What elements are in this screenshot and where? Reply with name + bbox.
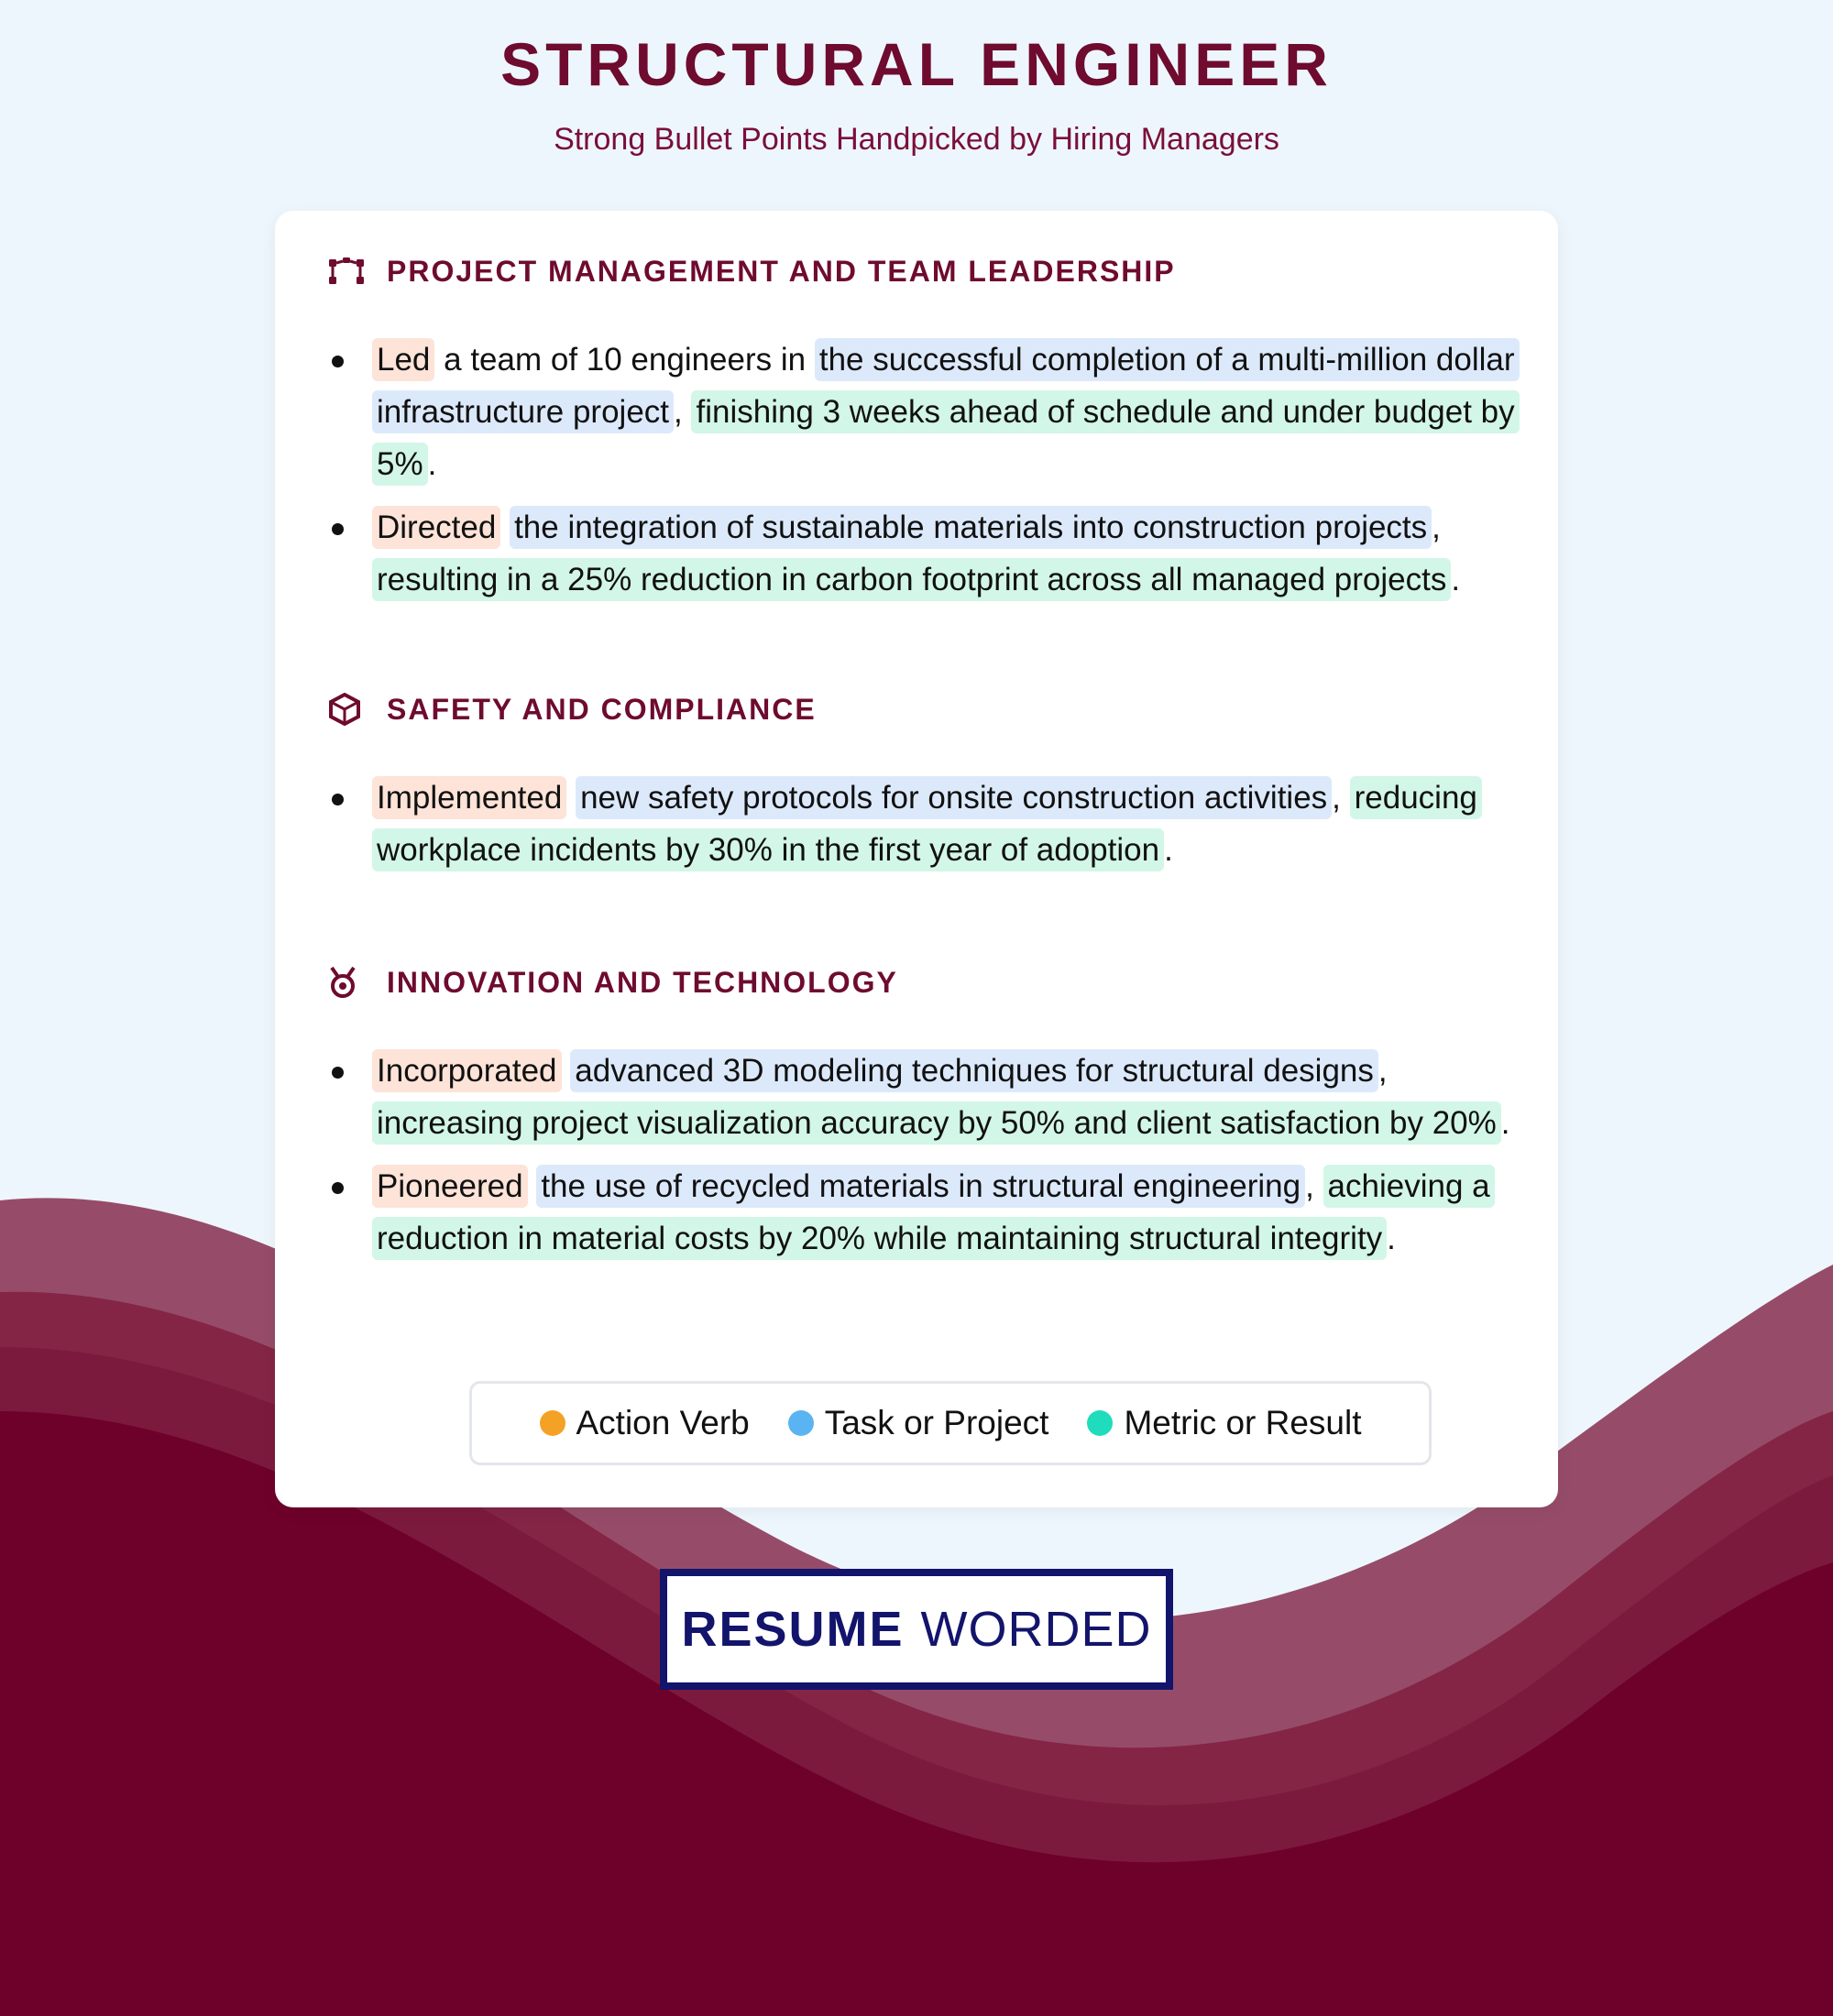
section-innovation-technology bbox=[328, 964, 1520, 1276]
legend-label: Task or Project bbox=[824, 1404, 1049, 1441]
action-verb: Incorporated bbox=[372, 1049, 562, 1092]
bullet-text bbox=[566, 780, 576, 816]
metric-or-result: resulting in a 25% reduction in carbon footprint across all managed projects bbox=[372, 558, 1451, 601]
section-header bbox=[328, 691, 1520, 728]
page-title: STRUCTURAL ENGINEER bbox=[500, 30, 1333, 98]
bullet-end: . bbox=[1387, 1221, 1396, 1256]
legend-item-metric-or-result bbox=[1087, 1404, 1361, 1442]
bullet-text: a team of 10 engineers in bbox=[434, 342, 815, 378]
legend-item-action-verb bbox=[540, 1404, 750, 1442]
list-item bbox=[328, 772, 1520, 876]
bullet-points-card bbox=[275, 211, 1558, 1507]
section-title: INNOVATION AND TECHNOLOGY bbox=[387, 965, 898, 999]
task-or-project: new safety protocols for onsite construction activities bbox=[576, 776, 1332, 819]
bullet-end: . bbox=[1500, 1105, 1510, 1141]
bullet-list bbox=[328, 772, 1520, 876]
legend-label: Metric or Result bbox=[1124, 1404, 1362, 1441]
section-title: PROJECT MANAGEMENT AND TEAM LEADERSHIP bbox=[387, 254, 1176, 288]
logo-bold-text: RESUME bbox=[681, 1602, 905, 1657]
separator: , bbox=[1432, 509, 1441, 545]
section-project-management bbox=[328, 253, 1520, 617]
action-verb: Led bbox=[372, 338, 434, 381]
medal-icon bbox=[328, 964, 368, 1001]
section-title: SAFETY AND COMPLIANCE bbox=[387, 692, 817, 726]
list-item bbox=[328, 1160, 1520, 1265]
section-header bbox=[328, 253, 1520, 290]
page-subtitle: Strong Bullet Points Handpicked by Hiring Managers bbox=[554, 122, 1279, 157]
resume-worded-logo[interactable] bbox=[660, 1569, 1173, 1690]
action-verb-dot-icon bbox=[540, 1410, 565, 1436]
action-verb: Pioneered bbox=[372, 1165, 528, 1208]
section-header bbox=[328, 964, 1520, 1001]
separator: , bbox=[1377, 1053, 1388, 1089]
metric-dot-icon bbox=[1087, 1410, 1113, 1436]
action-verb: Directed bbox=[372, 506, 500, 549]
bullet-list bbox=[328, 334, 1520, 606]
bullet-text bbox=[562, 1053, 571, 1089]
metric-or-result: reducing workplace incidents by 30% in the first year of adoption bbox=[372, 776, 1482, 871]
task-or-project: the integration of sustainable materials into construction projects bbox=[510, 506, 1432, 549]
project-network-icon bbox=[328, 253, 368, 290]
bullet-end: . bbox=[427, 446, 437, 482]
task-or-project: the successful completion of a multi-million dollar infrastructure project bbox=[372, 338, 1520, 433]
bullet-end: . bbox=[1164, 832, 1173, 868]
bullet-text bbox=[528, 1168, 537, 1204]
separator: , bbox=[1332, 780, 1350, 816]
separator: , bbox=[1305, 1168, 1323, 1204]
metric-or-result: finishing 3 weeks ahead of schedule and under budget by 5% bbox=[372, 390, 1520, 486]
bullet-list bbox=[328, 1045, 1520, 1265]
list-item bbox=[328, 1045, 1520, 1149]
task-or-project: advanced 3D modeling techniques for structural designs bbox=[570, 1049, 1378, 1092]
logo-light-text: WORDED bbox=[920, 1602, 1152, 1657]
metric-or-result: increasing project visualization accuracy by 50% and client satisfaction by 20% bbox=[372, 1101, 1501, 1145]
legend-item-task-or-project bbox=[788, 1404, 1049, 1442]
legend-label: Action Verb bbox=[576, 1404, 750, 1441]
section-safety-compliance bbox=[328, 691, 1520, 887]
list-item bbox=[328, 334, 1520, 490]
metric-or-result: achieving a reduction in material costs by 20% while maintaining structural integrity bbox=[372, 1165, 1495, 1260]
page-header bbox=[0, 27, 1833, 158]
list-item bbox=[328, 501, 1520, 606]
task-dot-icon bbox=[788, 1410, 814, 1436]
highlight-legend bbox=[469, 1381, 1432, 1465]
bullet-end: . bbox=[1451, 562, 1461, 597]
action-verb: Implemented bbox=[372, 776, 566, 819]
task-or-project: the use of recycled materials in structural engineering bbox=[536, 1165, 1305, 1208]
separator: , bbox=[674, 394, 692, 430]
bullet-text bbox=[500, 509, 510, 545]
safety-cube-icon bbox=[328, 691, 368, 728]
